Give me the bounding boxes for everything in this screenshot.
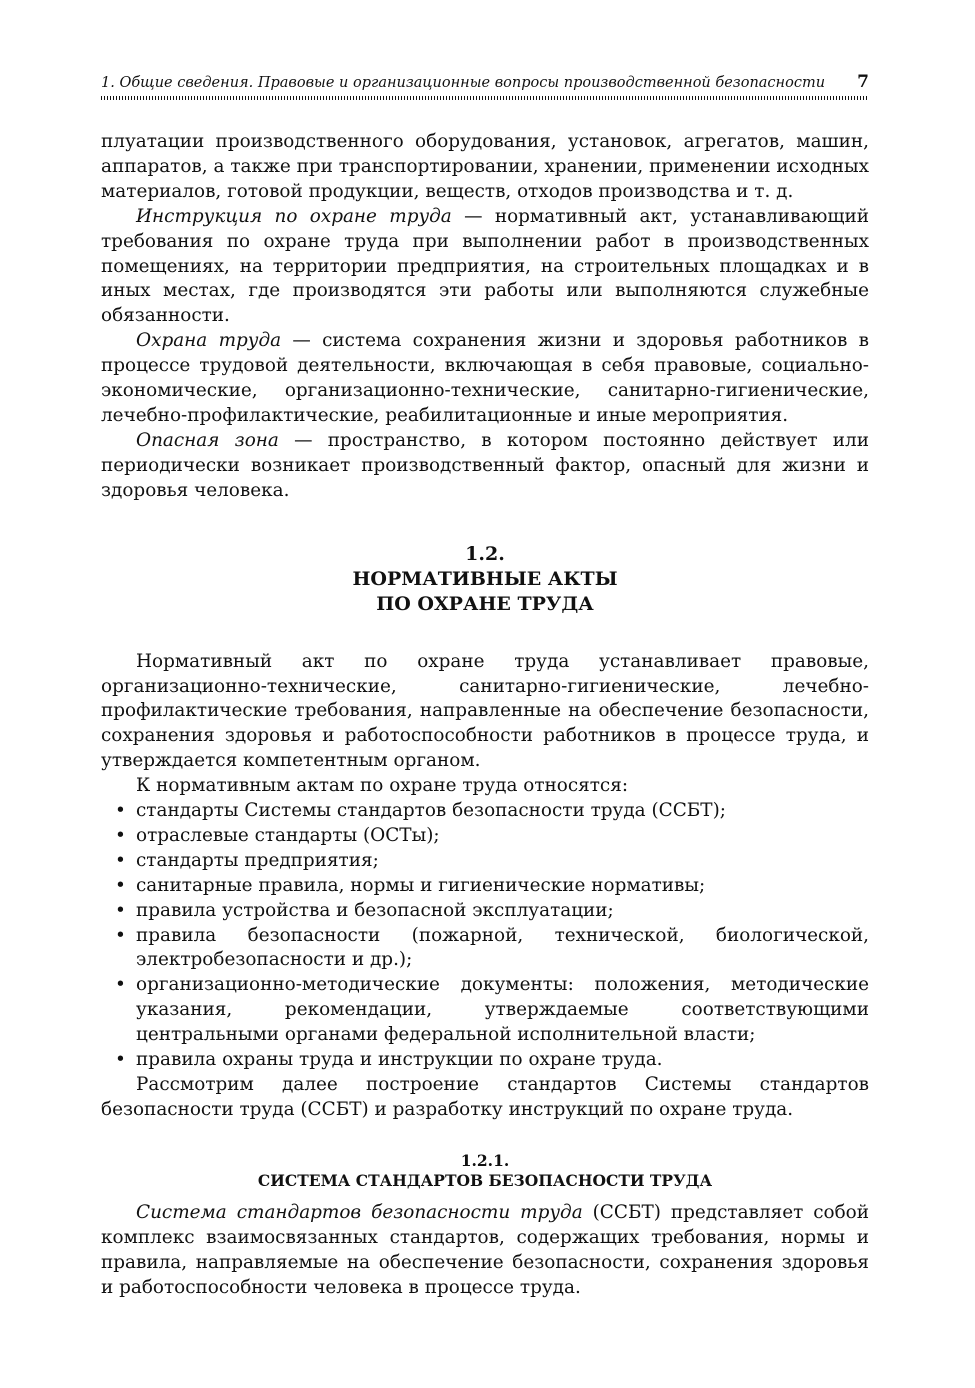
list-item: • санитарные правила, нормы и гигиенические нормативы; — [101, 874, 869, 899]
term: Охрана труда — [136, 330, 282, 352]
subsection-heading — [101, 1151, 869, 1191]
paragraph-definition — [101, 329, 869, 429]
list-item: • организационно-методические документы: положения, методические указания, рекомендации, утверждаемые соответствующими центральными органами федеральной исполнительной власти; — [101, 973, 869, 1048]
term: Система стандартов безопасности труда — [136, 1201, 583, 1223]
list-item: • стандарты предприятия; — [101, 849, 869, 874]
book-page — [101, 72, 869, 1300]
list-item: • правила охраны труда и инструкции по охране труда. — [101, 1048, 869, 1073]
page-number: 7 — [857, 72, 869, 92]
definition-text: (ССБТ) представляет собой комплекс взаимосвязанных стандартов, содержащих требования, нормы и правила, направляемые на обеспечение безопасности, сохранения здоровья и работоспособности человека в процессе труда. — [101, 1201, 869, 1298]
paragraph: Нормативный акт по охране труда устанавливает правовые, организационно-технические, санитарно-гигиенические, лечебно-профилактические требования, направленные на обеспечение безопасности, сохранения здоровья и работоспособности работников в процессе труда, и утверждается компетентным органом. — [101, 650, 869, 772]
section-heading — [101, 542, 869, 617]
list-item: • отраслевые стандарты (ОСТы); — [101, 824, 869, 849]
paragraph-definition — [101, 205, 869, 330]
section-title-line: НОРМАТИВНЫЕ АКТЫ — [352, 567, 618, 590]
paragraph: Рассмотрим далее построение стандартов Системы стандартов безопасности труда (ССБТ) и разработку инструкций по охране труда. — [101, 1074, 869, 1120]
page-body — [101, 130, 869, 1300]
subsection-title: СИСТЕМА СТАНДАРТОВ БЕЗОПАСНОСТИ ТРУДА — [257, 1170, 713, 1190]
subsection-number: 1.2.1. — [460, 1150, 510, 1170]
list-item: • стандарты Системы стандартов безопасности труда (ССБТ); — [101, 799, 869, 824]
definition-text: — пространство, в котором постоянно действует или периодически возникает производственный фактор, опасный для жизни и здоровья человека. — [101, 429, 869, 501]
definition-text: — система сохранения жизни и здоровья работников в процессе трудовой деятельности, включающая в себя правовые, социально-экономические, организационно-технические, санитарно-гигиенические, лечебно-профилактические, реабилитационные и иные мероприятия. — [101, 330, 870, 426]
running-header — [101, 72, 869, 93]
definition-text: — нормативный акт, устанавливающий требования по охране труда при выполнении работ в производственных помещениях, на территории предприятия, на строительных площадках и в иных местах, где производятся эти работы или выполняются служебные обязанности. — [101, 205, 869, 327]
paragraph-definition — [101, 1201, 869, 1301]
paragraph-definition — [101, 429, 869, 504]
term: Опасная зона — [136, 429, 279, 451]
paragraph: К нормативным актам по охране труда относятся: — [136, 775, 629, 797]
bullet-list — [101, 799, 869, 1073]
list-item: • правила устройства и безопасной эксплуатации; — [101, 899, 869, 924]
paragraph-continuation: плуатации производственного оборудования, установок, агрегатов, машин, аппаратов, а также при транспортировании, хранении, применении исходных материалов, готовой продукции, веществ, отходов производства и т. д. — [101, 131, 869, 202]
running-title: 1. Общие сведения. Правовые и организационные вопросы производственной безопасности — [101, 75, 826, 91]
list-item: • правила безопасности (пожарной, технической, биологической, электробезопасности и др.); — [101, 924, 869, 974]
term: Инструкция по охране труда — [136, 205, 452, 227]
section-number: 1.2. — [465, 542, 505, 565]
header-rule — [101, 96, 869, 100]
section-title-line: ПО ОХРАНЕ ТРУДА — [376, 592, 594, 615]
